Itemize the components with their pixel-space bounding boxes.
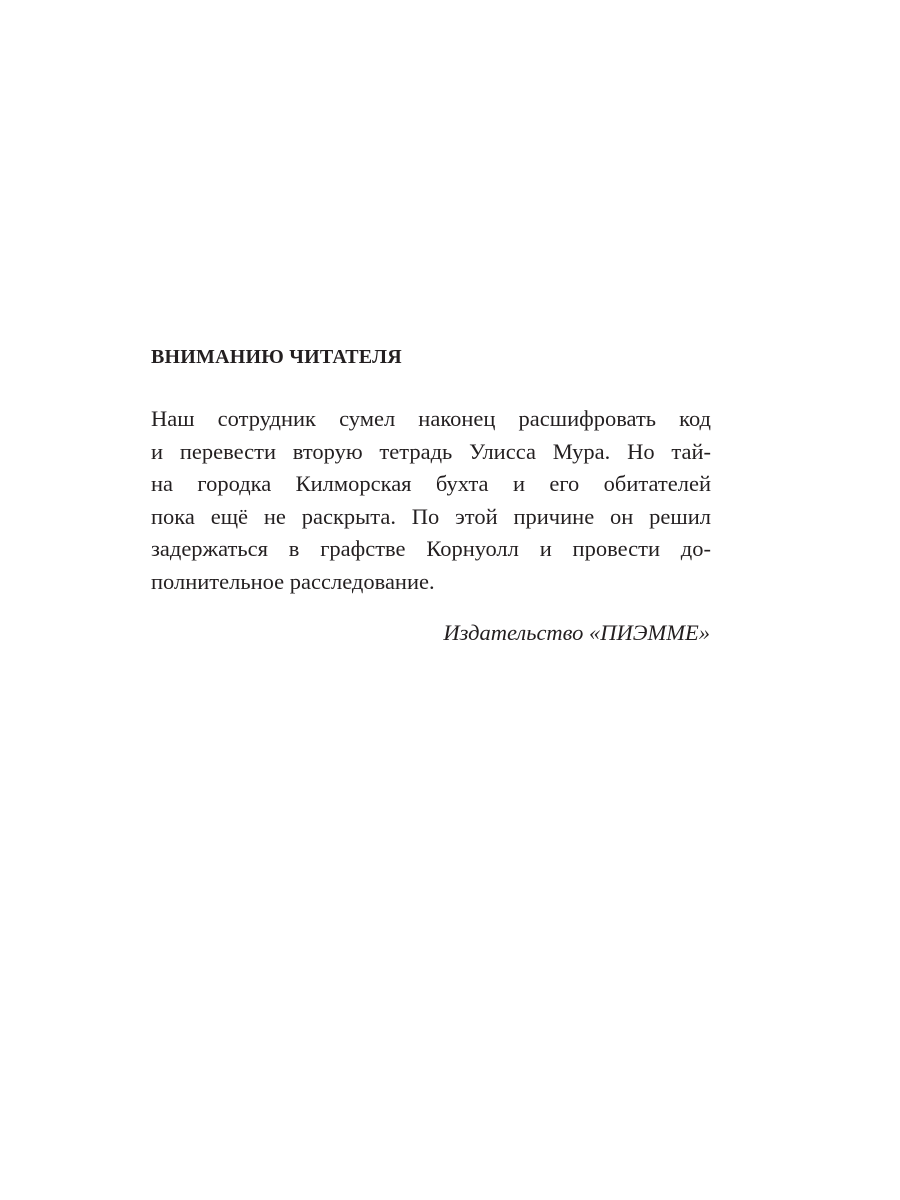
publisher-signature: Издательство «ПИЭММЕ» [443, 620, 710, 645]
notice-paragraph [151, 403, 711, 598]
notice-heading: ВНИМАНИЮ ЧИТАТЕЛЯ [151, 346, 402, 368]
paragraph-line: задержаться в графстве Корнуолл и провести до- [151, 536, 711, 561]
paragraph-line: пока ещё не раскрыта. По этой причине он решил [151, 503, 711, 529]
paragraph-line: на городка Килморская бухта и его обитателей [151, 471, 711, 496]
paragraph-line: полнительное расследование. [151, 568, 435, 594]
paragraph-line: Наш сотрудник сумел наконец расшифровать код [151, 406, 711, 431]
paragraph-line: и перевести вторую тетрадь Улисса Мура. Но тай- [151, 438, 711, 464]
